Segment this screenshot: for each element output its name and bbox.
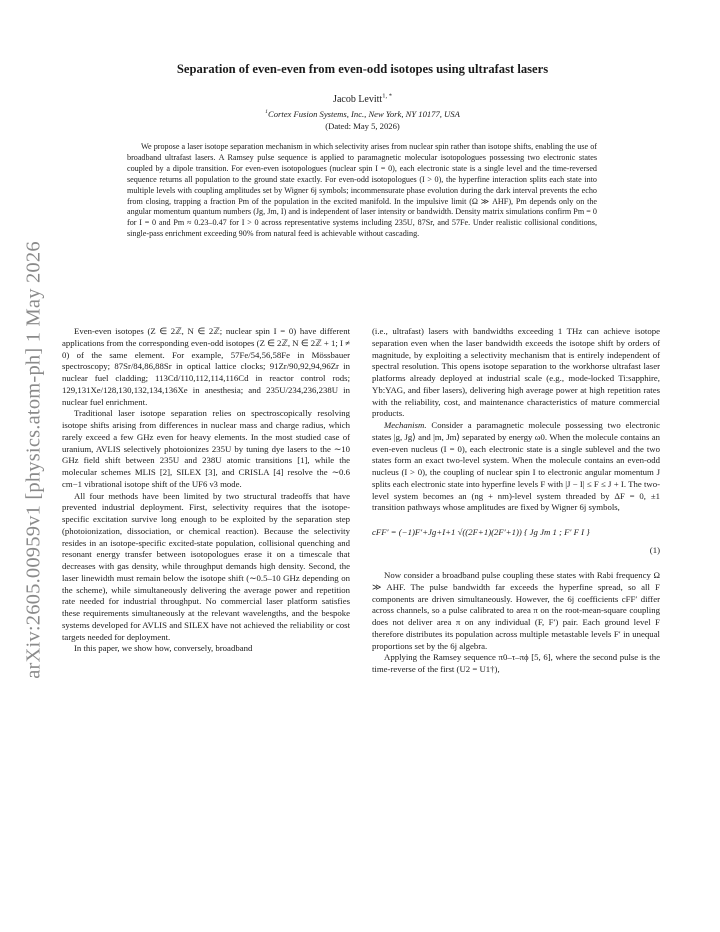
broadband-paragraph: Now consider a broadband pulse coupling these states with Rabi frequency Ω ≫ AHF. The pulse bandwidth far exceeds the hyperfine spread, so all F components are driven simultaneously. However, the 6j coefficients cFF′ differ across channels, so a pulse calibrated to area π on the root-mean-square coupling does not deliver area π on any individual (F, F′) pair. Each ground level F therefore distributes its population across multiple metastable levels F′ in unequal proportions set by the 6j algebra. xyxy=(372,570,660,651)
left-column xyxy=(62,326,350,655)
arxiv-side-stamp xyxy=(14,240,54,680)
intro-paragraph-4: In this paper, we show how, conversely, broadband xyxy=(74,643,253,654)
equation-body: cFF′ = (−1)F′+Jg+I+1 √((2F+1)(2F′+1)) { Jg Jm 1 ; F′ F I } xyxy=(372,527,590,537)
author-name: Jacob Levitt xyxy=(333,94,383,105)
continued-paragraph: (i.e., ultrafast) lasers with bandwidths exceeding 1 THz can achieve isotope separation even when the laser bandwidth exceeds the isotope shift by orders of magnitude, by exploiting a selectivity mechanism that is entirely independent of spectral resolution. This opens isotope separation to the workhorse ultrafast laser platforms already deployed at industrial scale (e.g., mode-locked Ti:sapphire, Yb:YAG, and fiber lasers), delivering high average power at high repetition rates with the reliability, cost, and maintenance characteristics of mature commercial products. xyxy=(372,326,660,419)
arxiv-identifier: arXiv:2605.00959v1 [physics.atom-ph] 1 May 2026 xyxy=(22,241,45,679)
right-column xyxy=(372,326,660,676)
affiliation-superscript: 1 xyxy=(265,109,268,116)
affiliation xyxy=(90,109,635,119)
intro-paragraph-3: All four methods have been limited by two structural tradeoffs that have prevented industrial deployment. First, selectivity requires that the isotope-specific excitation survive long enough to be exploited by the separation step (photoionization, dissociation, or chemical reaction). Because the selectivity resides in an isotope-specific excited-state population, collisional quenching and resonant energy transfer between isotopologues erase it on a timescale that decreases with gas density, while throughput demands high density. Second, the laser linewidth must remain below the isotope shift (∼0.5–10 GHz depending on the scheme), while simultaneously delivering the average power and repetition rate needed for industrial throughput. No commercial laser platform satisfies these requirements simultaneously at the relevant wavelengths, and the bespoke systems developed for AVLIS and SILEX have not achieved the reliability or cost targets needed for deployment. xyxy=(62,490,350,642)
author-line xyxy=(90,94,635,105)
intro-paragraph-1: Even-even isotopes (Z ∈ 2ℤ, N ∈ 2ℤ; nuclear spin I = 0) have different applications from the corresponding even-odd isotopes (Z ∈ 2ℤ, N ∈ 2ℤ + 1; I ≠ 0) of the same element. For example, 57Fe/54,56,58Fe in Mössbauer spectroscopy; 87Sr/84,86,88Sr in optical lattice clocks; 91Zr/90,92,94,96Zr in nuclear fuel cladding; 113Cd/110,112,114,116Cd in reactor control rods; 129,131Xe/128,130,132,134,136Xe in anesthesia; and 235U/234,236,238U in nuclear fuel enrichment. xyxy=(62,326,350,407)
ramsey-paragraph: Applying the Ramsey sequence π0–τ–πϕ [5, 6], where the second pulse is the time-reverse of the first (U2 = U1†), xyxy=(372,652,660,674)
mechanism-heading: Mechanism. xyxy=(384,420,427,430)
paper-title: Separation of even-even from even-odd isotopes using ultrafast lasers xyxy=(176,62,549,76)
date-line: (Dated: May 5, 2026) xyxy=(325,121,400,131)
affiliation-text: Cortex Fusion Systems, Inc., New York, NY 10177, USA xyxy=(267,109,460,119)
equation-number: (1) xyxy=(649,545,660,555)
mechanism-text: Consider a paramagnetic molecule possessing two electronic states |g, Jg⟩ and |m, Jm⟩ separated by energy ω0. When the molecule contains an even-even nucleus (I = 0), each electronic state is a single sublevel and the two states form an exact two-level system. When the molecule contains an even-odd nucleus (I > 0), the coupling of nuclear spin I to electronic angular momentum J splits each electronic state into hyperfine levels F with |J − I| ≤ F ≤ J + I. The two-level system becomes an (ng + nm)-level system threaded by ΔF = 0, ±1 transition pathways whose amplitudes are fixed by Wigner 6j symbols, xyxy=(372,420,660,513)
abstract: We propose a laser isotope separation mechanism in which selectivity arises from nuclear spin rather than isotope shifts, enabling the use of broadband ultrafast lasers. A Ramsey pulse sequence is applied to paramagnetic molecular isotopologues possessing two electronic states coupled by a dipole transition. For even-even isotopologues (nuclear spin I = 0), each electronic state is a single level and the time-reversed sequence returns all population to the ground state exactly. For even-odd isotopologues (I > 0), the hyperfine interaction splits each state into multiple levels with coupling amplitudes set by Wigner 6j symbols; incommensurate phase evolution during the dark interval prevents the echo from closing, trapping a fraction Pm of the population in the excited manifold. In the impulsive limit (Ω ≫ AHF), Pm depends only on the angular momentum quantum numbers (Jg, Jm, I) and is independent of laser intensity or bandwidth. Density matrix simulations confirm Pm = 0 for I = 0 and Pm ≈ 0.23–0.47 for I > 0 across representative systems including 235U, 87Sr, and 57Fe. Under realistic collisional conditions, single-pass enrichment exceeding 90% from natural feed is achievable without cascading. xyxy=(127,142,597,239)
mechanism-paragraph xyxy=(372,420,660,514)
equation-1 xyxy=(372,521,660,565)
intro-paragraph-2: Traditional laser isotope separation relies on spectroscopically resolving isotope shifts arising from differences in nuclear mass and charge radius, which rarely exceed a few GHz even for heavy elements. In the most studied case of uranium, AVLIS selectively photoionizes 235U by tuning dye lasers to the ∼10 GHz field shift between 235U and 238U atomic transitions [1], while the molecular schemes MLIS [2], SILEX [3], and CRISLA [4] resolve the ∼0.6 cm−1 vibrational isotope shift of the UF6 ν3 mode. xyxy=(62,408,350,489)
author-superscript: 1, * xyxy=(382,92,392,100)
